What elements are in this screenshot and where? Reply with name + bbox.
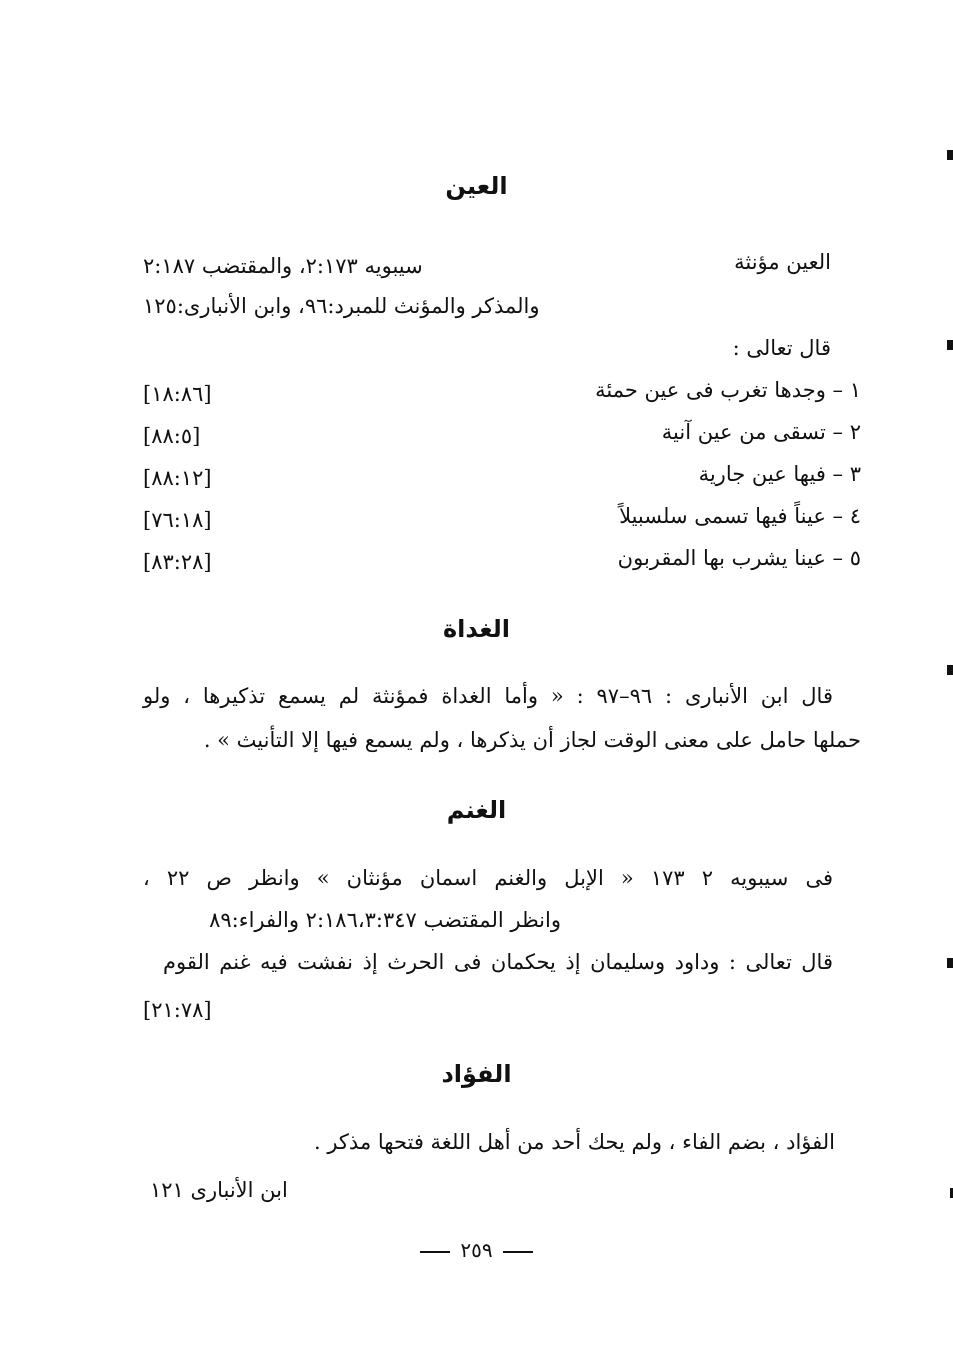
verses-intro: قال تعالى : bbox=[732, 336, 831, 360]
verse-ref: [٨٣:٢٨] bbox=[143, 550, 212, 574]
section-title-fuad: الفؤاد bbox=[441, 1060, 512, 1088]
scan-edge-mark bbox=[947, 340, 953, 350]
ghanam-line-2: وانظر المقتضب ٢:١٨٦،٣:٣٤٧ والفراء:٨٩ bbox=[209, 908, 561, 932]
verse-text: ١ – وجدها تغرب فى عين حمئة bbox=[595, 378, 861, 402]
section-title-ain: العين bbox=[445, 172, 508, 200]
ghanam-line-1: فى سيبويه ٢ ١٧٣ « الإبل والغنم اسمان مؤنثان » وانظر ص ٢٢ ، bbox=[143, 866, 833, 890]
ghadah-line-1: قال ابن الأنبارى : ٩٦–٩٧ : « وأما الغداة فمؤنثة لم يسمع تذكيرها ، ولو bbox=[143, 684, 833, 708]
scan-edge-mark bbox=[947, 665, 953, 675]
verse-text: ٢ – تسقى من عين آنية bbox=[661, 420, 861, 444]
verse-text: ٤ – عيناً فيها تسمى سلسبيلاً bbox=[619, 504, 861, 528]
head-word: العين مؤنثة bbox=[734, 250, 831, 274]
source-line-2: والمذكر والمؤنث للمبرد:٩٦، وابن الأنبارى:١٢٥ bbox=[143, 294, 540, 318]
page-number-footer bbox=[0, 1238, 953, 1262]
source-line-1: سيبويه ٢:١٧٣، والمقتضب ٢:١٨٧ bbox=[143, 254, 423, 278]
verse-ref: [١٨:٨٦] bbox=[143, 382, 212, 406]
scan-edge-mark bbox=[947, 150, 953, 160]
ghadah-line-2: حملها حامل على معنى الوقت لجاز أن يذكرها ، ولم يسمع فيها إلا التأنيث » . bbox=[203, 728, 861, 752]
fuad-line-1: الفؤاد ، بضم الفاء ، ولم يحك أحد من أهل اللغة فتحها مذكر . bbox=[313, 1130, 835, 1154]
ghanam-verse-ref: [٢١:٧٨] bbox=[143, 998, 212, 1022]
verse-ref: [٧٦:١٨] bbox=[143, 508, 212, 532]
scan-edge-mark bbox=[947, 958, 953, 968]
ghanam-line-3: قال تعالى : وداود وسليمان إذ يحكمان فى الحرث إذ نفشت فيه غنم القوم bbox=[163, 950, 833, 974]
section-title-ghadah: الغداة bbox=[442, 615, 511, 643]
page-number: ٢٥٩ bbox=[460, 1238, 493, 1262]
footer-dash bbox=[503, 1251, 533, 1253]
verse-ref: [٨٨:٥] bbox=[143, 424, 201, 448]
section-title-ghanam: الغنم bbox=[446, 796, 507, 824]
verse-ref: [٨٨:١٢] bbox=[143, 466, 212, 490]
footer-dash bbox=[420, 1251, 450, 1253]
fuad-source: ابن الأنبارى ١٢١ bbox=[150, 1178, 288, 1202]
verse-text: ٣ – فيها عين جارية bbox=[698, 462, 861, 486]
verse-text: ٥ – عينا يشرب بها المقربون bbox=[617, 546, 861, 570]
